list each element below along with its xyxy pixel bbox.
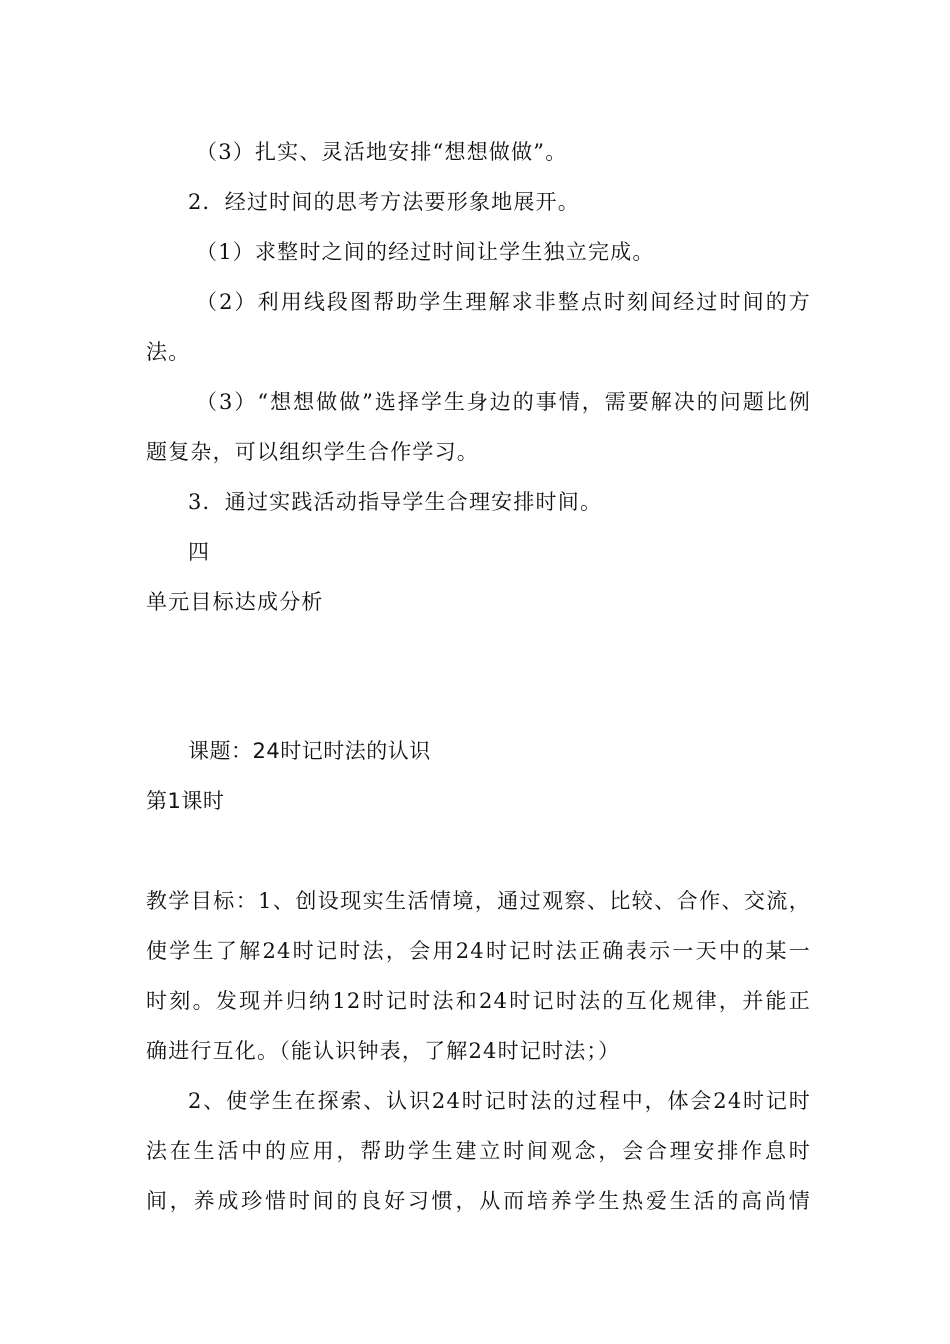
text-line: 使学生了解24时记时法，会用24时记时法正确表示一天中的某一 <box>146 939 811 963</box>
text-line: 确进行互化。（能认识钟表，了解24时记时法；） <box>146 1039 621 1063</box>
text-line: 2、使学生在探索、认识24时记时法的过程中，体会24时记时 <box>188 1089 811 1113</box>
lesson-period: 第1课时 <box>146 789 225 813</box>
section-number: 四 <box>188 540 211 564</box>
text-line: （2）利用线段图帮助学生理解求非整点时刻间经过时间的方 <box>196 290 811 314</box>
text-line: （3）扎实、灵活地安排“想想做做”。 <box>196 140 568 164</box>
text-line: 法。 <box>146 340 191 364</box>
text-line: 教学目标：1、创设现实生活情境，通过观察、比较、合作、交流， <box>146 889 811 913</box>
lesson-title: 课题：24时记时法的认识 <box>188 739 431 763</box>
text-line: 题复杂，可以组织学生合作学习。 <box>146 440 479 464</box>
text-line: 法在生活中的应用，帮助学生建立时间观念，会合理安排作息时 <box>146 1139 811 1163</box>
text-line: 2．经过时间的思考方法要形象地展开。 <box>188 190 580 214</box>
text-line: 时刻。发现并归纳12时记时法和24时记时法的互化规律，并能正 <box>146 989 811 1013</box>
text-line: 3．通过实践活动指导学生合理安排时间。 <box>188 490 603 514</box>
text-line: （1）求整时之间的经过时间让学生独立完成。 <box>196 240 655 264</box>
section-heading: 单元目标达成分析 <box>146 590 324 614</box>
text-line: 间，养成珍惜时间的良好习惯，从而培养学生热爱生活的高尚情 <box>146 1189 811 1213</box>
text-line: （3）“想想做做”选择学生身边的事情，需要解决的问题比例 <box>196 390 811 414</box>
